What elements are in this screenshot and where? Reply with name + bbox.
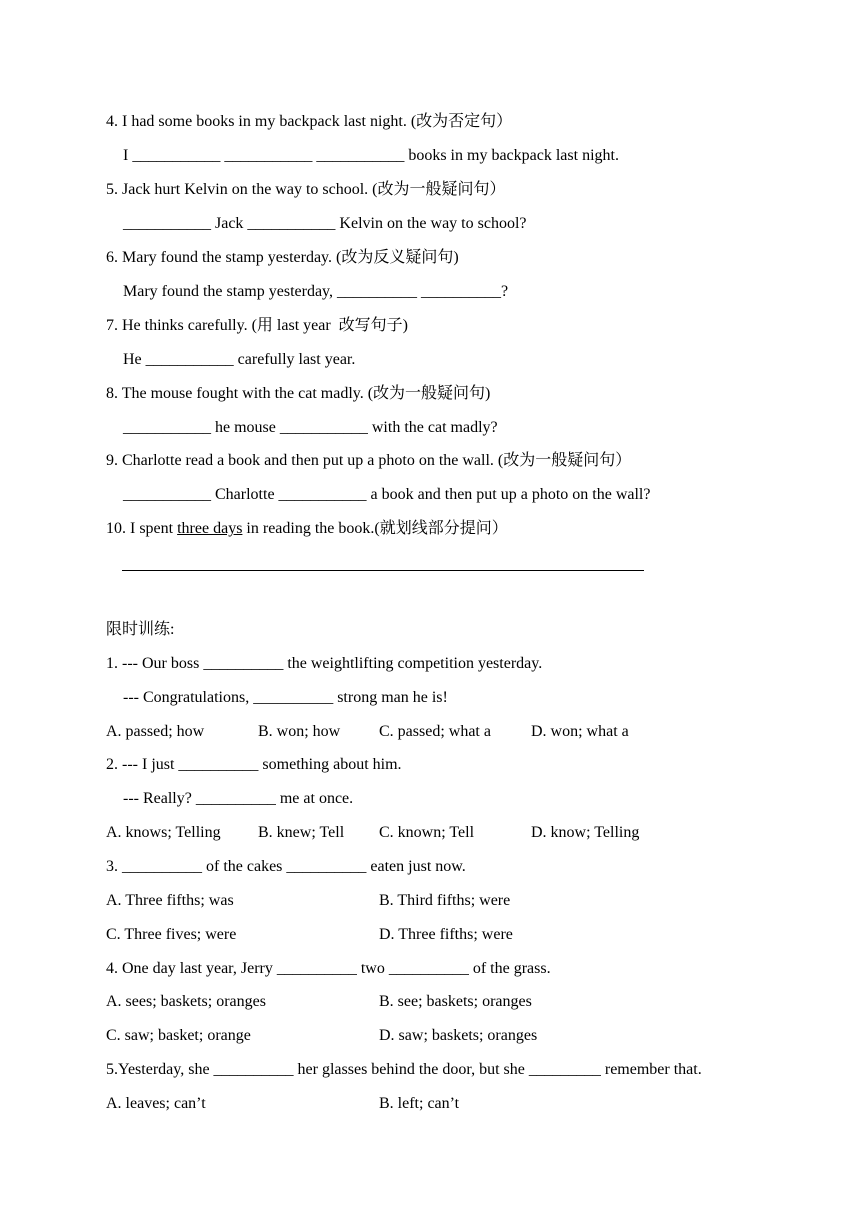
- question-10-prompt-start: 10. I spent: [106, 520, 178, 537]
- question-9-prompt: 9. Charlotte read a book and then put up a photo on the wall. (改为一般疑问句）: [106, 452, 632, 469]
- mc-question-1-line-2: --- Congratulations, __________ strong man he is!: [123, 689, 448, 706]
- mc-question-2-option-d: D. know; Telling: [531, 824, 640, 841]
- mc-question-2-option-c: C. known; Tell: [379, 824, 475, 841]
- mc-question-1-option-d: D. won; what a: [531, 723, 629, 740]
- timed-training-heading: 限时训练:: [106, 621, 175, 638]
- mc-question-4-option-a: A. sees; baskets; oranges: [106, 993, 266, 1010]
- mc-question-2-line-2: --- Really? __________ me at once.: [123, 790, 354, 807]
- question-4-prompt: 4. I had some books in my backpack last night. (改为否定句）: [106, 113, 513, 130]
- mc-question-3-option-b: B. Third fifths; were: [379, 892, 511, 909]
- question-5-prompt: 5. Jack hurt Kelvin on the way to school. (改为一般疑问句）: [106, 181, 506, 198]
- question-8-prompt: 8. The mouse fought with the cat madly. (改为一般疑问句): [106, 385, 491, 402]
- question-5-answer: ___________ Jack ___________ Kelvin on the way to school?: [123, 215, 527, 232]
- question-10-underlined-phrase: three days: [177, 520, 243, 537]
- mc-question-1-option-a: A. passed; how: [106, 723, 205, 740]
- question-6-answer: Mary found the stamp yesterday, __________ __________?: [123, 283, 509, 300]
- mc-question-4-option-b: B. see; baskets; oranges: [379, 993, 532, 1010]
- mc-question-5-option-b: B. left; can’t: [379, 1095, 460, 1112]
- question-9-answer: ___________ Charlotte ___________ a book and then put up a photo on the wall?: [123, 486, 651, 503]
- mc-question-3-option-c: C. Three fives; were: [106, 926, 237, 943]
- question-7-answer: He ___________ carefully last year.: [123, 351, 356, 368]
- mc-question-3-line-1: 3. __________ of the cakes __________ eaten just now.: [106, 858, 466, 875]
- mc-question-2-option-b: B. knew; Tell: [258, 824, 345, 841]
- mc-question-1-line-1: 1. --- Our boss __________ the weightlifting competition yesterday.: [106, 655, 543, 672]
- mc-question-2-option-a: A. knows; Telling: [106, 824, 221, 841]
- question-10-answer-line: [122, 570, 644, 571]
- question-10-prompt: [106, 519, 508, 539]
- mc-question-1-option-c: C. passed; what a: [379, 723, 491, 740]
- mc-question-3-option-d: D. Three fifths; were: [379, 926, 513, 943]
- mc-question-1-option-b: B. won; how: [258, 723, 341, 740]
- mc-question-4-option-c: C. saw; basket; orange: [106, 1027, 251, 1044]
- mc-question-5-option-a: A. leaves; can’t: [106, 1095, 206, 1112]
- mc-question-3-option-a: A. Three fifths; was: [106, 892, 234, 909]
- mc-question-4-line-1: 4. One day last year, Jerry __________ two __________ of the grass.: [106, 960, 551, 977]
- question-7-prompt: 7. He thinks carefully. (用 last year 改写句子): [106, 317, 408, 334]
- question-6-prompt: 6. Mary found the stamp yesterday. (改为反义疑问句): [106, 249, 459, 266]
- question-8-answer: ___________ he mouse ___________ with the cat madly?: [123, 419, 498, 436]
- question-4-answer: I ___________ ___________ ___________ books in my backpack last night.: [123, 147, 619, 164]
- mc-question-5-line-1: 5.Yesterday, she __________ her glasses behind the door, but she _________ remember that.: [106, 1061, 702, 1078]
- question-10-prompt-end: in reading the book.(就划线部分提问）: [242, 520, 508, 537]
- mc-question-2-line-1: 2. --- I just __________ something about him.: [106, 756, 402, 773]
- mc-question-4-option-d: D. saw; baskets; oranges: [379, 1027, 538, 1044]
